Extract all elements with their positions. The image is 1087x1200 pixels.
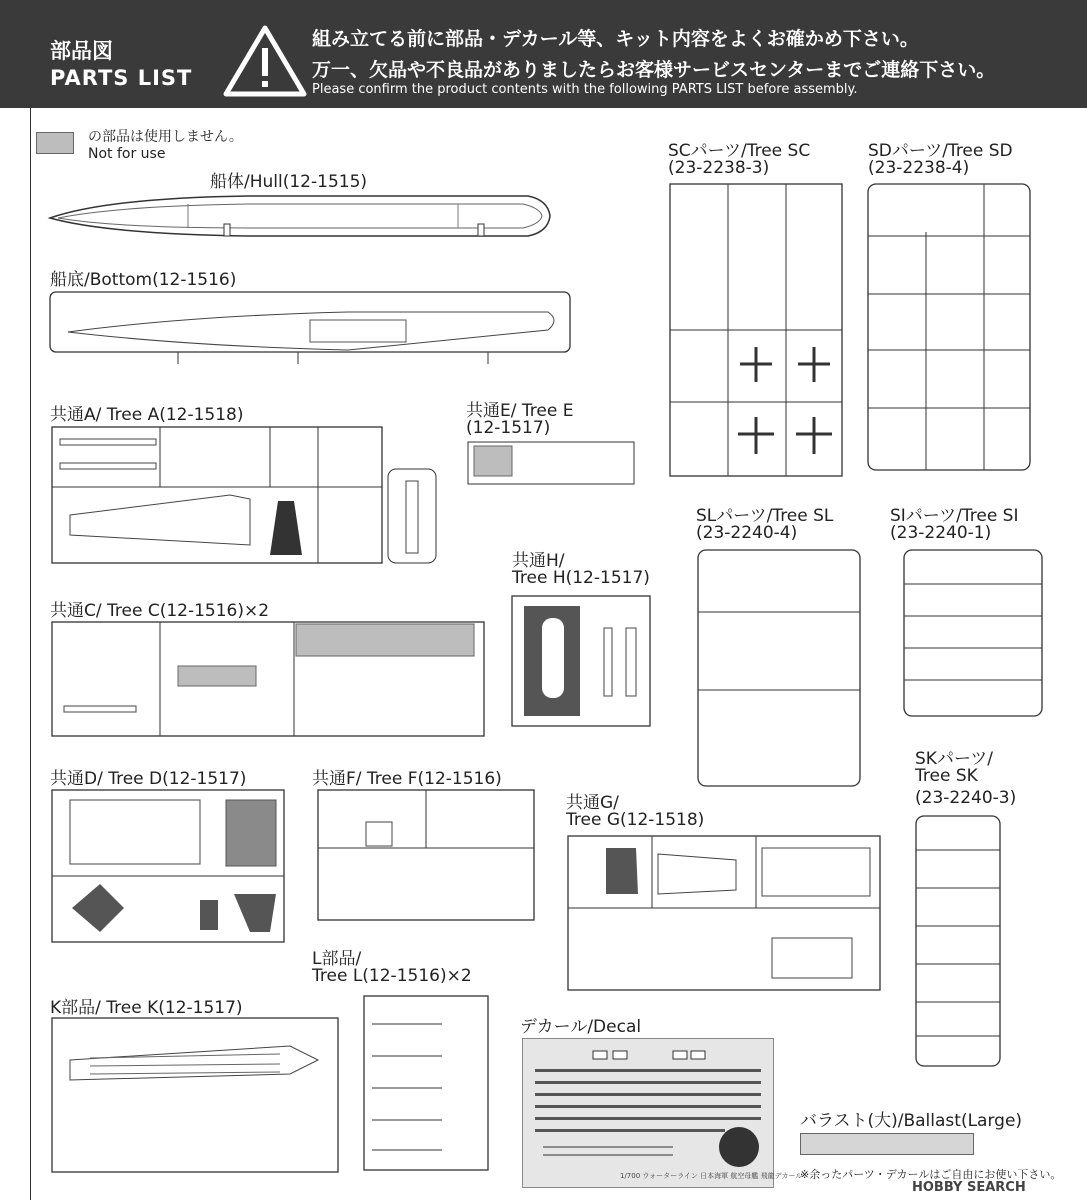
legend-jp: の部品は使用しません。 (88, 129, 243, 145)
title-jp: 部品図 (50, 39, 113, 63)
tree-si-runner (902, 548, 1044, 718)
warning-triangle-icon (222, 24, 308, 98)
notice-jp-1: 組み立てる前に部品・デカール等、キット内容をよくお確かめ下さい。 (312, 28, 919, 50)
label-tree-h-1: 共通H/ (512, 551, 565, 571)
tree-h-runner (510, 594, 652, 728)
legend-en: Not for use (88, 146, 166, 162)
label-tree-c: 共通C/ Tree C(12-1516)×2 (50, 601, 270, 621)
label-si-2: (23-2240-1) (890, 523, 992, 543)
label-sd-1: SDパーツ/Tree SD (868, 141, 1013, 161)
title-en: PARTS LIST (50, 66, 193, 90)
label-sk-2: Tree SK (915, 766, 978, 786)
label-tree-f: 共通F/ Tree F(12-1516) (312, 769, 502, 789)
label-tree-k: K部品/ Tree K(12-1517) (50, 998, 243, 1018)
label-tree-e-2: (12-1517) (466, 418, 551, 438)
label-bottom: 船底/Bottom(12-1516) (50, 270, 237, 290)
label-hull: 船体/Hull(12-1515) (210, 172, 368, 192)
label-sk-1: SKパーツ/ (915, 749, 993, 769)
label-si-1: SIパーツ/Tree SI (890, 506, 1019, 526)
footer-note: ※余ったパーツ・デカールはご自由にお使い下さい。 (800, 1168, 1062, 1181)
decal-markings (523, 1039, 773, 1187)
notice-jp-2: 万一、欠品や不良品がありましたらお客様サービスセンターまでご連絡下さい。 (312, 59, 996, 81)
label-tree-e-1: 共通E/ Tree E (466, 401, 574, 421)
tree-l-runner (362, 994, 490, 1172)
tree-f-runner (316, 788, 536, 922)
tree-c-runner (50, 620, 486, 740)
decal-caption: 1/700 ウォーターライン 日本海軍 航空母艦 飛龍デカール (620, 1172, 803, 1180)
hull-part (48, 188, 553, 244)
notice-en: Please confirm the product contents with the following PARTS LIST before assembly. (312, 82, 858, 97)
label-sk-3: (23-2240-3) (915, 788, 1017, 808)
label-sd-2: (23-2238-4) (868, 158, 970, 178)
label-tree-l-1: L部品/ (312, 949, 362, 969)
tree-a-runner (50, 425, 440, 567)
decal-sheet (522, 1038, 774, 1188)
label-sl-2: (23-2240-4) (696, 523, 798, 543)
tree-g-runner (566, 834, 882, 994)
label-sc-1: SCパーツ/Tree SC (668, 141, 811, 161)
tree-e-runner (466, 440, 638, 506)
label-decal: デカール/Decal (520, 1017, 642, 1037)
bottom-runner (48, 290, 574, 366)
label-tree-l-2: Tree L(12-1516)×2 (312, 966, 472, 986)
ballast-part (800, 1133, 974, 1155)
header-bar (0, 0, 1087, 108)
label-tree-h-2: Tree H(12-1517) (512, 568, 650, 588)
label-sl-1: SLパーツ/Tree SL (696, 506, 834, 526)
tree-d-runner (50, 788, 286, 946)
label-tree-g-1: 共通G/ (566, 793, 619, 813)
label-tree-g-2: Tree G(12-1518) (566, 810, 705, 830)
tree-sk-runner (914, 814, 1002, 1068)
label-ballast: バラスト(大)/Ballast(Large) (800, 1111, 1023, 1131)
tree-sl-runner (696, 548, 862, 788)
label-sc-2: (23-2238-3) (668, 158, 770, 178)
tree-k-runner (50, 1016, 340, 1176)
label-tree-a: 共通A/ Tree A(12-1518) (50, 405, 244, 425)
not-for-use-swatch (36, 132, 74, 154)
tree-sd-runner (866, 182, 1032, 472)
watermark: HOBBY SEARCH (912, 1180, 1026, 1195)
tree-sc-runner (668, 182, 844, 478)
label-tree-d: 共通D/ Tree D(12-1517) (50, 769, 247, 789)
